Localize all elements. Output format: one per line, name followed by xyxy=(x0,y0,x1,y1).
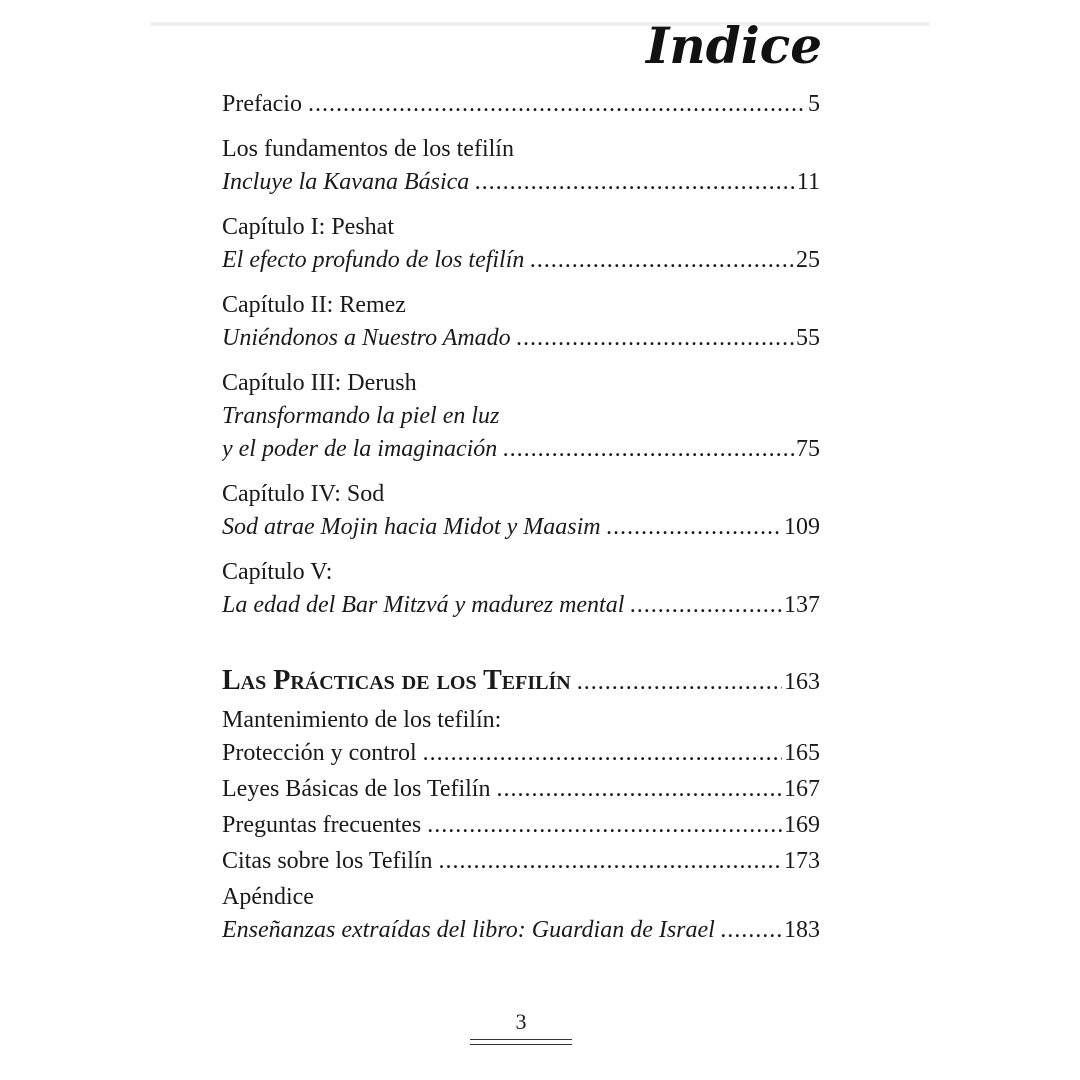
entry-page-number: 5 xyxy=(808,91,820,117)
toc-line xyxy=(222,211,820,244)
toc-entry[interactable] xyxy=(222,478,820,544)
entry-page-number: 169 xyxy=(784,812,820,838)
toc-entry[interactable] xyxy=(222,289,820,355)
entry-page-number: 173 xyxy=(784,848,820,874)
toc-line xyxy=(222,809,820,842)
toc-entry[interactable] xyxy=(222,845,820,878)
entry-title: Leyes Básicas de los Tefilín xyxy=(222,776,491,802)
entry-title: Sod atrae Mojin hacia Midot y Maasim xyxy=(222,514,601,540)
part-entry-list xyxy=(222,704,820,947)
toc-entry[interactable] xyxy=(222,773,820,806)
entry-page-number: 167 xyxy=(784,776,820,802)
toc-line xyxy=(222,704,820,737)
toc-line xyxy=(222,289,820,322)
page-title: Indice xyxy=(646,16,822,75)
entry-title: Transformando la piel en luz xyxy=(222,403,500,429)
entry-title: Preguntas frecuentes xyxy=(222,812,422,838)
toc-line xyxy=(222,881,820,914)
entry-title: Capítulo V: xyxy=(222,559,333,585)
toc-line xyxy=(222,914,820,947)
leader-dots xyxy=(630,589,782,622)
toc-line xyxy=(222,244,820,277)
leader-dots xyxy=(427,809,782,842)
part-page-number: 163 xyxy=(784,669,820,695)
page-number: 3 xyxy=(515,1009,527,1034)
toc-entry[interactable] xyxy=(222,367,820,466)
table-of-contents xyxy=(222,88,820,950)
toc-entry[interactable] xyxy=(222,881,820,947)
leader-dots xyxy=(577,663,782,700)
toc-line xyxy=(222,400,820,433)
toc-line xyxy=(222,511,820,544)
leader-dots xyxy=(607,511,782,544)
toc-line xyxy=(222,166,820,199)
toc-entry[interactable] xyxy=(222,556,820,622)
entry-title: y el poder de la imaginación xyxy=(222,436,498,462)
entry-page-number: 55 xyxy=(796,325,820,351)
leader-dots xyxy=(308,88,806,121)
toc-entry[interactable] xyxy=(222,211,820,277)
toc-line xyxy=(222,589,820,622)
part-title: Las Prácticas de los Tefilín xyxy=(222,665,571,696)
leader-dots xyxy=(496,773,782,806)
toc-entry[interactable] xyxy=(222,133,820,199)
leader-dots xyxy=(530,244,794,277)
leader-dots xyxy=(517,322,794,355)
entry-page-number: 75 xyxy=(796,436,820,462)
toc-line xyxy=(222,845,820,878)
part-heading[interactable] xyxy=(222,662,820,700)
entry-title: Citas sobre los Tefilín xyxy=(222,848,433,874)
toc-entry[interactable] xyxy=(222,809,820,842)
entry-title: Los fundamentos de los tefilín xyxy=(222,136,514,162)
entry-title: Uniéndonos a Nuestro Amado xyxy=(222,325,511,351)
leader-dots xyxy=(423,737,782,770)
entry-page-number: 109 xyxy=(784,514,820,540)
entry-page-number: 25 xyxy=(796,247,820,273)
entry-title: Protección y control xyxy=(222,740,417,766)
toc-line xyxy=(222,433,820,466)
toc-entry[interactable] xyxy=(222,704,820,770)
page-number-rule xyxy=(470,1039,572,1045)
chapter-list xyxy=(222,88,820,622)
leader-dots xyxy=(503,433,794,466)
toc-line xyxy=(222,773,820,806)
entry-page-number: 165 xyxy=(784,740,820,766)
entry-title: Capítulo IV: Sod xyxy=(222,481,385,507)
entry-page-number: 183 xyxy=(784,917,820,943)
entry-title: La edad del Bar Mitzvá y madurez mental xyxy=(222,592,625,618)
entry-title: Prefacio xyxy=(222,91,302,117)
entry-page-number: 137 xyxy=(784,592,820,618)
entry-title: Capítulo III: Derush xyxy=(222,370,417,396)
entry-page-number: 11 xyxy=(796,169,820,195)
toc-entry[interactable] xyxy=(222,88,820,121)
entry-title: Enseñanzas extraídas del libro: Guardian de Israel xyxy=(222,917,715,943)
entry-title: Incluye la Kavana Básica xyxy=(222,169,470,195)
entry-title: Capítulo I: Peshat xyxy=(222,214,394,240)
leader-dots xyxy=(439,845,782,878)
entry-title: Mantenimiento de los tefilín: xyxy=(222,707,502,733)
toc-line xyxy=(222,478,820,511)
toc-line xyxy=(222,88,820,121)
leader-dots xyxy=(721,914,782,947)
toc-line xyxy=(222,367,820,400)
toc-line xyxy=(222,322,820,355)
toc-line xyxy=(222,133,820,166)
toc-line xyxy=(222,737,820,770)
toc-line xyxy=(222,556,820,589)
leader-dots xyxy=(475,166,795,199)
entry-title: Capítulo II: Remez xyxy=(222,292,406,318)
entry-title: Apéndice xyxy=(222,884,314,910)
entry-title: El efecto profundo de los tefilín xyxy=(222,247,525,273)
